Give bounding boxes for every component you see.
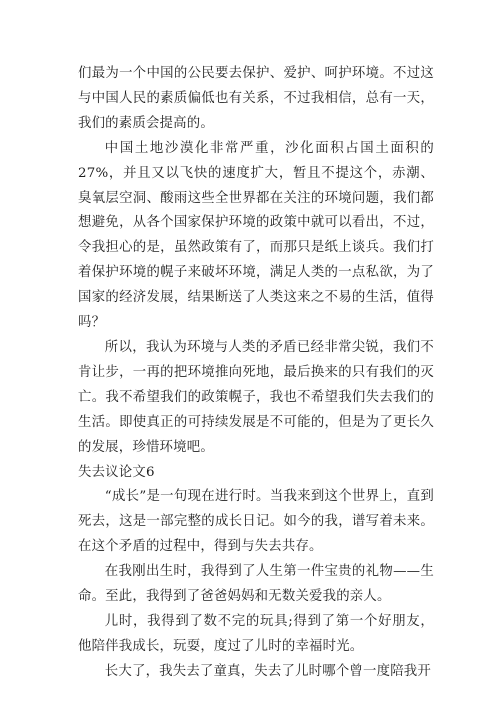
- paragraph: 长大了，我失去了童真，失去了儿时哪个曾一度陪我开: [104, 663, 431, 679]
- paragraph: 所以，我认为环境与人类的矛盾已经非常尖锐，我们不肯让步，一再的把环境推向死地，最后换来的只有我们的灭亡。我不希望我们的政策幌子，我也不希望我们失去我们的生活。即使真正的可持续发展是不可能的，但是为了更长久的发展，珍惜环境吧。: [78, 339, 434, 455]
- paragraph: 中国土地沙漠化非常严重，沙化面积占国土面积的27%，并且又以飞快的速度扩大，暂且不提这个，赤潮、臭氧层空洞、酸雨这些全世界都在关注的环境问题，我们都想避免，从各个国家保护环境的政策中就可以看出，不过，令我担心的是，虽然政策有了，而那只是纸上谈兵。我们打着保护环境的幌子来破坏环境，满足人类的一点私欲，为了国家的经济发展，结果断送了人类这来之不易的生活，值得吗？: [78, 140, 434, 331]
- section-heading: 失去议论文6: [78, 464, 155, 480]
- paragraph: 在我刚出生时，我得到了人生第一件宝贵的礼物——生命。至此，我得到了爸爸妈妈和无数关爱我的亲人。: [78, 564, 434, 605]
- paragraph: “成长”是一句现在进行时。当我来到这个世界上，直到死去，这是一部完整的成长日记。如今的我，谱写着未来。在这个矛盾的过程中，得到与失去共存。: [78, 489, 434, 555]
- paragraph: 们最为一个中国的公民要去保护、爱护、呵护环境。不过这与中国人民的素质偏低也有关系，不过我相信，总有一天，我们的素质会提高的。: [78, 66, 434, 131]
- document-body: [78, 62, 434, 685]
- paragraph: 儿时，我得到了数不完的玩具;得到了第一个好朋友，他陪伴我成长，玩耍，度过了儿时的幸福时光。: [78, 613, 434, 654]
